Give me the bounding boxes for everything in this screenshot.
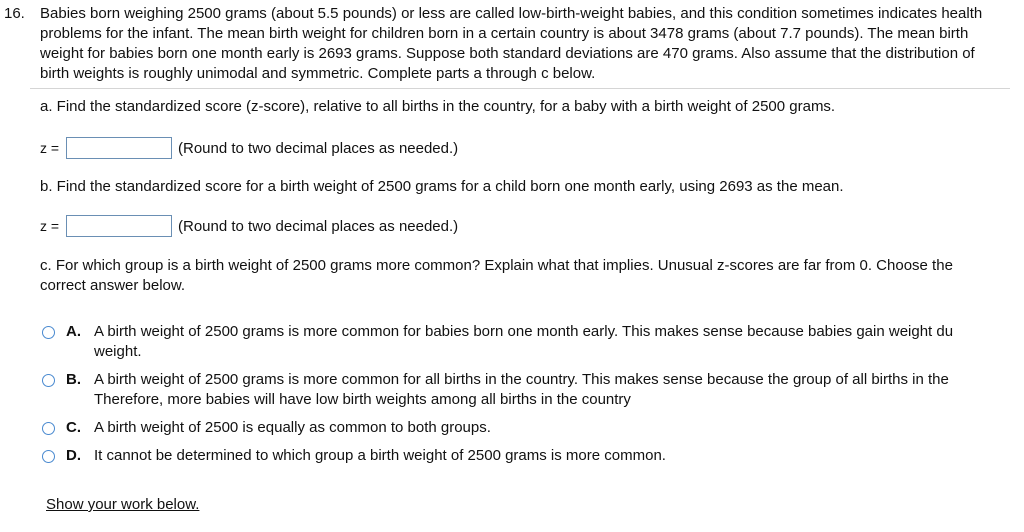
part-b-answer-row [40,214,458,238]
option-c[interactable] [42,418,1012,438]
part-a-rounding-hint: (Round to two decimal places as needed.) [178,139,459,157]
option-a-line-1: A birth weight of 2500 grams is more common for babies born one month early. This makes sense because babies gain weight du [94,323,954,340]
option-d-text [94,446,666,466]
part-b-z-input[interactable] [66,215,172,237]
part-b-rounding-hint: (Round to two decimal places as needed.) [178,217,459,235]
show-your-work-link[interactable]: Show your work below. [46,496,200,513]
option-b-letter: B. [66,371,81,388]
part-b-z-label: z = [40,218,60,234]
option-a-letter: A. [66,323,81,340]
question-stem: Babies born weighing 2500 grams (about 5.5 pounds) or less are called low-birth-weight babies, and this condition sometimes indicates health problems for the infant. The mean birth weight for children born in a certain country is about 3478 grams (about 7.7 pounds). The mean birth weight for babies born one month early is 2693 grams. Suppose both standard deviations are 470 grams. Also assume that the distribution of birth weights is roughly unimodal and symmetric. Complete parts a through c below. [40,5,983,82]
part-a-z-label: z = [40,140,60,156]
option-d-letter: D. [66,447,81,464]
part-a-prompt: a. Find the standardized score (z-score), relative to all births in the country, for a baby with a birth weight of 2500 grams. [40,98,836,115]
option-d-radio[interactable] [42,450,55,463]
part-c-prompt: c. For which group is a birth weight of 2500 grams more common? Explain what that implies. Unusual z-scores are far from 0. Choose the correct answer below. [40,257,953,294]
part-a-z-input[interactable] [66,137,172,159]
option-b-line-2: Therefore, more babies will have low birth weights among all births in the country [94,391,631,408]
option-b-text [94,370,949,410]
option-d[interactable] [42,446,1012,466]
option-c-letter: C. [66,419,81,436]
question-number: 16. [4,5,25,22]
option-a[interactable] [42,322,1012,362]
option-a-radio[interactable] [42,326,55,339]
option-d-line-1: It cannot be determined to which group a birth weight of 2500 grams is more common. [94,447,666,464]
option-b-line-1: A birth weight of 2500 grams is more common for all births in the country. This makes sense because the group of all births in the [94,371,949,388]
option-a-text [94,322,953,362]
option-a-line-2: weight. [94,343,142,360]
option-c-line-1: A birth weight of 2500 is equally as common to both groups. [94,419,491,436]
option-b-radio[interactable] [42,374,55,387]
part-b-prompt: b. Find the standardized score for a birth weight of 2500 grams for a child born one month early, using 2693 as the mean. [40,178,844,195]
part-a-answer-row [40,136,458,160]
option-b[interactable] [42,370,1012,410]
option-c-text [94,418,491,438]
section-divider [30,88,1010,89]
option-c-radio[interactable] [42,422,55,435]
